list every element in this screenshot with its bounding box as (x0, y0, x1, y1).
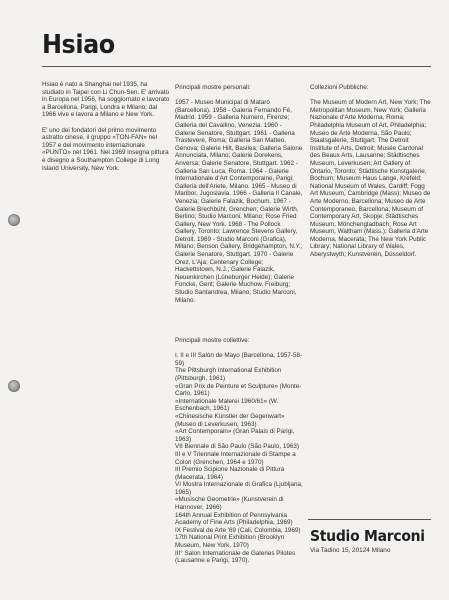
artist-title: Hsiao (42, 30, 115, 60)
bio-paragraph: E' uno dei fondatori del primo movimento astratto cinese, il gruppo «TON-FAN» nel 1957 e del movimento internazionale «PUNTO» nel 1961. Nel 1969 insegna pittura e disegno a Southampton College di Long Island University, New York. (42, 126, 169, 172)
collective-exhibitions-heading: Principali mostre collettive: (175, 337, 250, 344)
collective-exhibitions-text: I, II e III Salón de Mayo (Barcellona, 1957-58-59) The Pittsburgh International Exhibition (Pittsburgh, 1961) «Gran Prix de Peinture et Sculpture» (Monte-Carlo, 1961) «Internationale Malerei 1960/61» (W. Eschenbach, 1961) «Chinesische Künstler der Gegenwart» (Museo di Leverkusen, 1963) «Art Contemporain» (Gran Palais di Parigi, 1963) VII Biennale di São Paulo (São Paulo, 1963) III e V Triennale Internazionale di Stampe a Colori (Grenchen, 1964 e 1970) III Premio Scipione Nazionale di Pittura (Macerata, 1964) VI Mostra Internazionale di Grafica (Ljubljana, 1965) «Musische Geometrie» (Kunstverein di Hannover, 1966) 164th Annual Exhibition of Pennsylvania Academy of Fine Arts (Philadelphia, 1969) IX Festival de Arte '69 (Cali, Colombia, 1969) 17th National Print Exhibition (Brooklyn Museum, New York, 1970) III° Salon Internationale de Galeries Pilotes (Lausanne e Parigi, 1970). (175, 352, 303, 565)
public-collections-heading: Collezioni Pubbliche: (310, 84, 369, 91)
binder-hole (8, 380, 20, 392)
personal-exhibitions-heading: Principali mostre personali: (175, 84, 251, 91)
public-collections-column (310, 84, 432, 259)
footer-divider (308, 519, 431, 520)
public-collections-text: The Museum of Modern Art, New York; The Metropolitan Museum, New York; Galleria Nazionale d'Arte Moderna, Roma; Philadelphia Museum of Art, Philadelphia; Museo de Arte Moderna, São Paulo; Staatsgalerie, Stuttgart; The Detroit Institute of Arts, Detroit; Musée Cantonal des Beaux Arts, Lausanne; Städtisches Museum, Leverkusen; Art Gallery of Ontario, Toronto; Städtische Kunstgalerie, Bochum; Museum Haus Lange, Krefeld; National Museum of Wales, Cardiff; Fogg Art Museum, Cambridge (Mass); Museo de Arte Moderno, Barcellona; Museo de Arte Contemporaneo, Barcellona; Museum of Contemporary Art, Skopje; Städtisches Museum, Mönchengladbach; Rose Art Museum, Waltham (Mass.); Galleria d'Arte Moderna, Macerata; The New York Public Library; National Library of Wales, Aberystwyth; Kunstverein, Düsseldorf. (310, 99, 431, 259)
personal-exhibitions-text: 1957 - Museo Municipal di Mataró (Barcellona). 1958 - Galeria Fernando Fé, Madrid. 1959 - Galleria Numero, Firenze; Galleria del Cavallino, Venezia. 1960 - Galerie Senatore, Stuttgart. 1961 - Galleria Trastevere, Roma; Galleria San Matteo, Genova; Galerie Hilt, Basilea; Galleria Salone Annunciata, Milano; Galerie Dorekens, Anversa; Galerie Senatore, Stuttgart. 1962 - Galleria San Luca, Roma. 1964 - Galerie Internationale d'Art Contemporaine, Parigi; Galleria dell'Ariete, Milano. 1965 - Museo di Maribor, Jugoslavia. 1966 - Galleria Il Canale, Venezia; Galerie Falazik, Bochum. 1967 - Galerie Brechbühl, Grenchen; Galerie Wirth, Berlino; Studio Marconi, Milano; Rose Fried Gallery, New York. 1968 - The Pollock Gallery, Toronto; Lawrence Stevens Gallery, Detroit. 1969 - Studio Marconi (Grafica), Milano; Benson Gallery, Bridgehampton, N.Y.; Galerie Senatore, Stuttgart. 1970 - Galerie Orez, L'Aja; Centenary College; Hackettstown, N.J.; Galerie Falazik, Neuenkirchen (Lüneburger Heide); Galerie Foncke, Gent; Galerie Muchow, Freiburg; Studio Santandrea, Milano; Studio Marconi, Milano. (175, 99, 303, 304)
binder-hole (8, 214, 20, 226)
biography-column (42, 81, 170, 180)
personal-exhibitions-column (175, 84, 303, 304)
gallery-address: Via Tadino 15, 20124 Milano (310, 547, 391, 554)
collective-exhibitions-column (175, 337, 303, 565)
header-divider (42, 66, 431, 67)
bio-paragraph: Hsiao è nato a Shanghai nel 1935, ha studiato in Taipei con Li Chun-Sen. E' arrivato in Europa nel 1956, ha soggiornato e lavorato a Barcellona, Parigi, Londra e Milano; dal 1966 vive e lavora a Milano e New York. (42, 81, 170, 119)
gallery-name: Studio Marconi (310, 527, 425, 545)
